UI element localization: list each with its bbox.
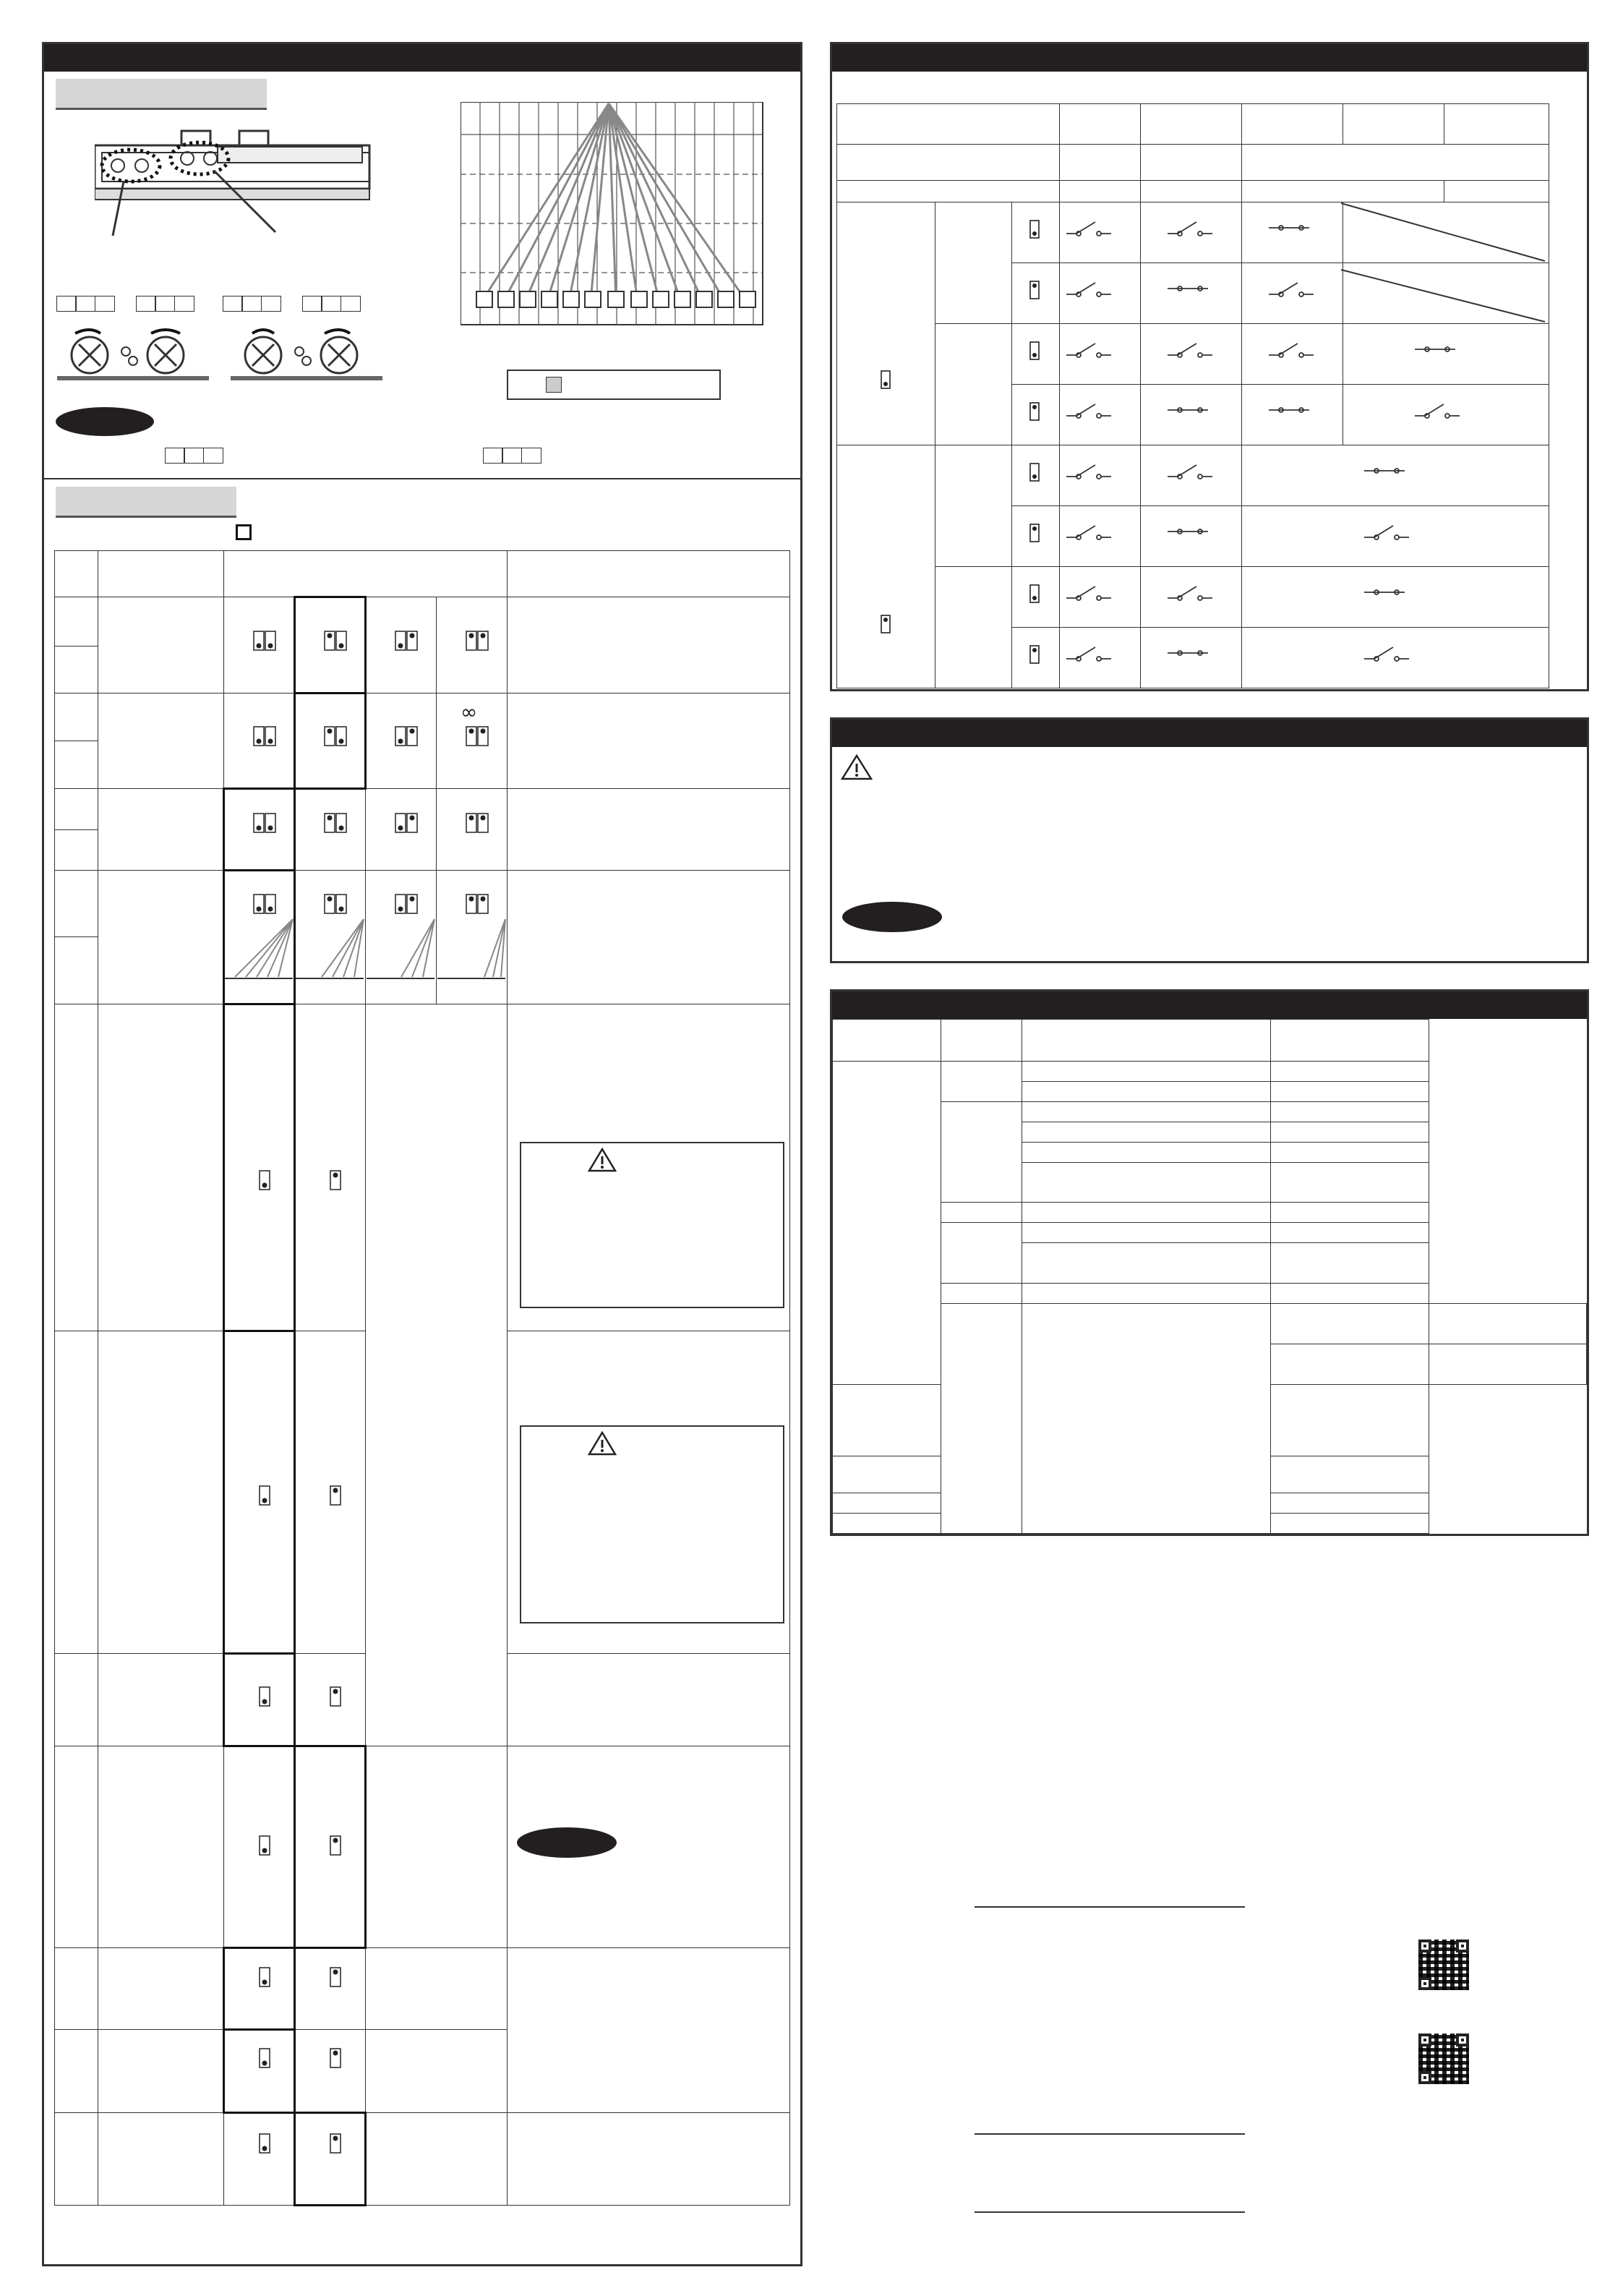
left-header-bar [44, 44, 800, 72]
note-badge [56, 407, 154, 436]
output-mode-panel [830, 42, 1589, 691]
detection-area-diagram [461, 102, 764, 326]
range-boxes-3 [223, 296, 281, 312]
note-boxes-1 [166, 448, 223, 464]
dip-switch-glyphs [54, 550, 790, 2206]
output-mode-header-bar [832, 44, 1587, 72]
relay-contact-symbols [836, 103, 1549, 682]
left-panel [42, 42, 802, 2266]
knob-rotation-right [231, 326, 390, 384]
footer-rule-2 [975, 2133, 1245, 2135]
note-boxes-2 [484, 448, 541, 464]
footer-rule-3 [975, 2211, 1245, 2213]
selected-default-marker [236, 524, 252, 540]
warning-triangle-icon [841, 754, 873, 780]
warning-triangle-icon [588, 1431, 617, 1456]
warning-triangle-icon [588, 1148, 617, 1172]
note-badge-2 [517, 1827, 617, 1858]
specifications-header-bar [832, 991, 1587, 1019]
warning-header-bar [832, 720, 1587, 747]
range-boxes-4 [303, 296, 361, 312]
section-divider [44, 478, 800, 479]
detection-legend [507, 370, 721, 400]
range-boxes-2 [137, 296, 194, 312]
knob-rotation-left [57, 326, 216, 384]
sensor-unit-drawing [95, 116, 398, 283]
warning-note-badge [842, 902, 942, 932]
qr-code-2 [1418, 2033, 1469, 2084]
spec-lower-block [830, 1501, 1589, 1536]
subheading-adjustment [56, 79, 267, 110]
infinity-symbol: ∞ [461, 700, 478, 724]
specifications-table [832, 1019, 1587, 1534]
subheading-dip-switch [56, 487, 236, 518]
specifications-panel [830, 989, 1589, 1536]
qr-code-1 [1418, 1939, 1469, 1990]
legend-swatch [546, 377, 562, 393]
caution-box-1 [520, 1142, 784, 1308]
caution-box-2 [520, 1425, 784, 1623]
range-boxes-1 [57, 296, 115, 312]
warning-panel [830, 717, 1589, 963]
footer-rule-1 [975, 1906, 1245, 1908]
